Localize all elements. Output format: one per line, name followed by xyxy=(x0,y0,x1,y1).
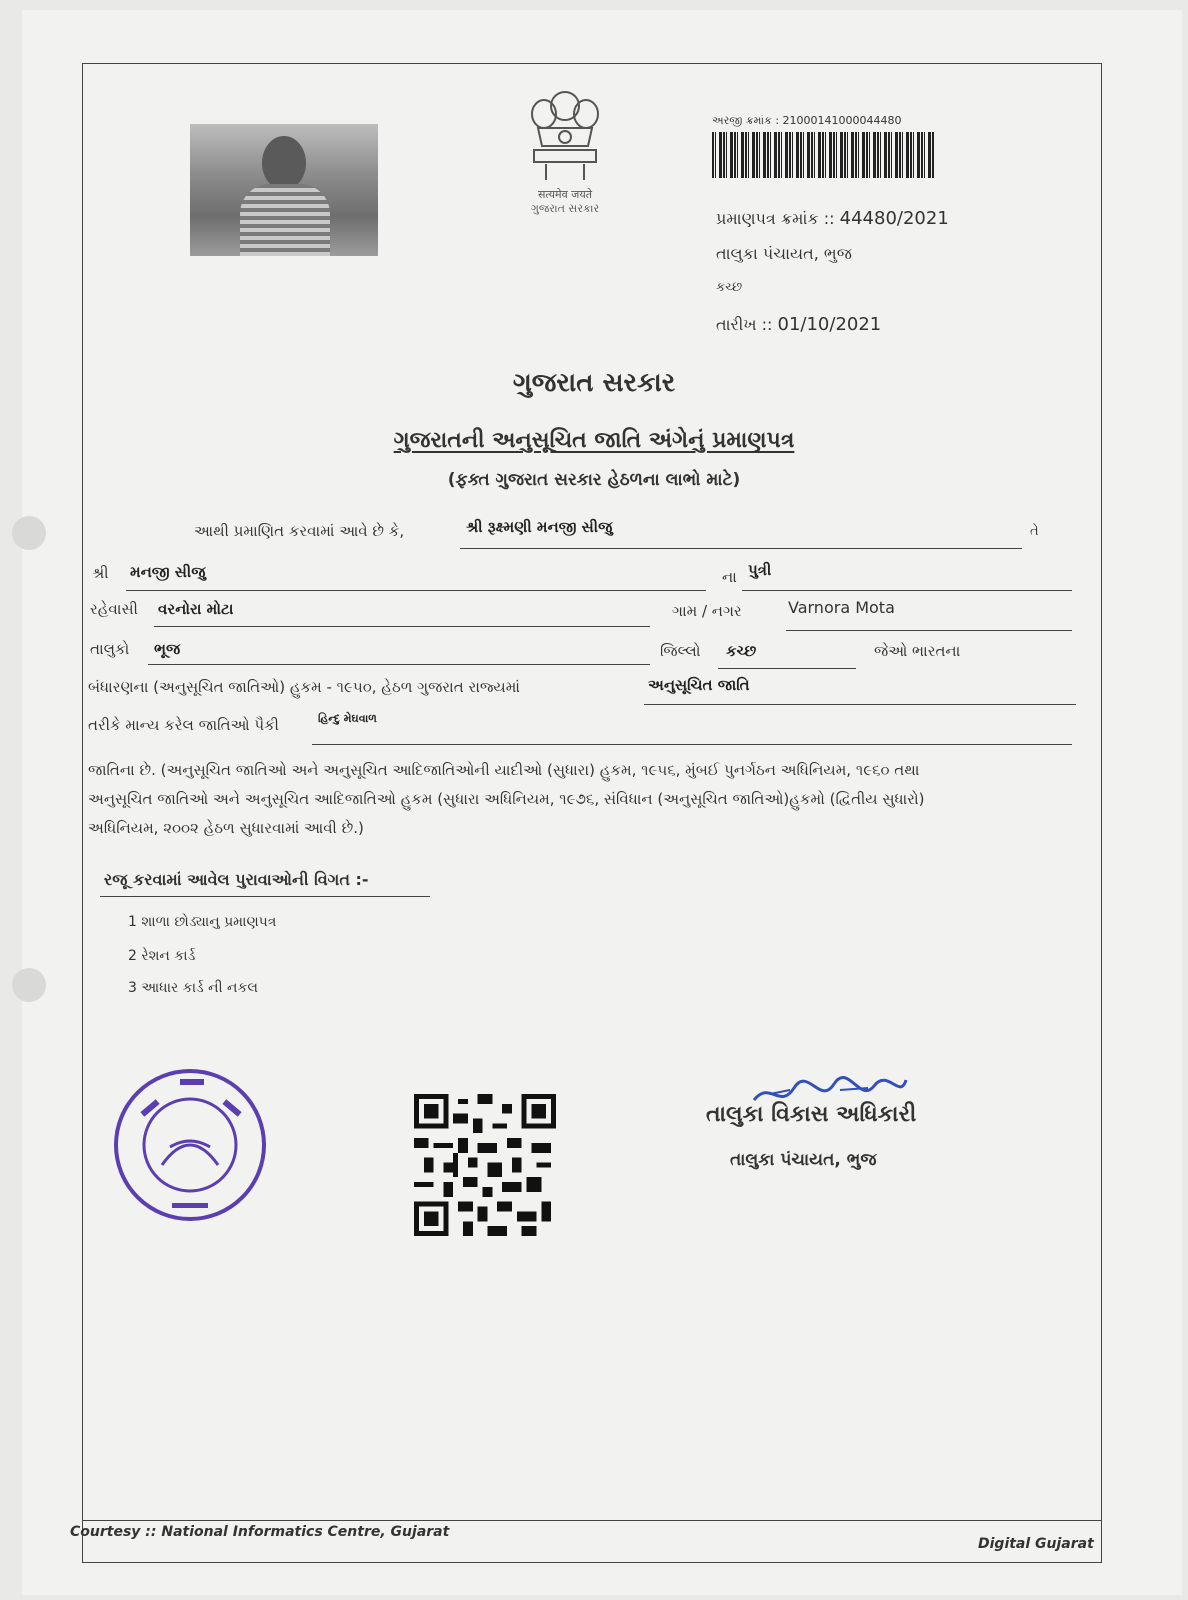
te-text: તે xyxy=(1030,524,1039,539)
national-emblem-icon xyxy=(520,84,610,184)
india-text: જેઓ ભારતના xyxy=(874,642,961,660)
application-number: અરજી ક્રમાંક : 21000141000044480 xyxy=(712,114,902,127)
proofs-heading: રજૂ કરવામાં આવેલ પુરાવાઓની વિગત :- xyxy=(104,870,369,889)
certify-text: આથી પ્રમાણિત કરવામાં આવે છે કે, xyxy=(194,522,405,540)
resident-label: રહેવાસી xyxy=(90,600,138,618)
village-english: Varnora Mota xyxy=(788,598,895,617)
relation: પુત્રી xyxy=(748,561,772,579)
proof-item: 3 આધાર કાર્ડ ની નકલ xyxy=(128,980,258,996)
recognized-text: તરીકે માન્ય કરેલ જાતિઓ પૈકી xyxy=(88,716,279,734)
underline xyxy=(460,548,1022,549)
caste: હિન્દુ મેઘવાળ xyxy=(318,712,377,725)
shri-label: શ્રી xyxy=(92,564,109,582)
na-text: ના xyxy=(722,568,737,586)
issuing-office: તાલુકા પંચાયત, ભુજ xyxy=(716,244,852,263)
category: અનુસૂચિત જાતિ xyxy=(648,676,750,694)
underline xyxy=(154,626,650,627)
panchayat-seal xyxy=(110,1065,270,1225)
issuing-district: કચ્છ xyxy=(716,280,743,295)
underline xyxy=(126,590,706,591)
village-label: ગામ / નગર xyxy=(672,602,742,620)
order-text: બંધારણના (અનુસૂચિત જાતિઓ) હુકમ - ૧૯૫૦, હેઠળ ગુજરાત રાજ્યમાં xyxy=(88,678,520,696)
underline xyxy=(718,668,856,669)
footer-brand: Digital Gujarat xyxy=(978,1536,1094,1552)
government-title: ગુજરાત સરકાર xyxy=(512,368,676,398)
applicant-photo xyxy=(190,124,378,256)
underline xyxy=(148,664,650,665)
village-gujarati: વરનોરા મોટા xyxy=(158,600,234,618)
underline xyxy=(100,896,430,897)
person-name: શ્રી રૂક્ષ્મણી મનજી સીજુ xyxy=(466,518,613,536)
proof-item: 2 રેશન કાર્ડ xyxy=(128,948,196,964)
certificate-title: ગુજરાતની અનુસૂચિત જાતિ અંગેનું પ્રમાણપત્ર xyxy=(393,428,795,453)
taluka-label: તાલુકો xyxy=(90,640,130,658)
qr-code xyxy=(414,1094,556,1236)
punch-hole xyxy=(12,516,46,550)
signatory-title: તાલુકા વિકાસ અધિકારી xyxy=(706,1102,917,1127)
footer-divider xyxy=(82,1520,1102,1521)
legal-paragraph: જાતિના છે. (અનુસૂચિત જાતિઓ અને અનુસૂચિત આદિજાતિઓની યાદીઓ (સુધારા) હુકમ, ૧૯૫૬, મુંબઈ પુનર્ગઠન અધિનિયમ, ૧૯૬૦ તથા અનુસૂચિત જાતિઓ અને અનુસૂચિત આદિજાતિઓ હુકમ (સુધારા અધિનિયમ, ૧૯૭૬, સંવિધાન (અનુસૂચિત જાતિઓ)હુકમો (દ્વિતીય સુધારો) અધિનિયમ, ૨૦૦૨ હેઠળ સુધારવામાં આવી છે.) xyxy=(88,761,925,837)
district-value: કચ્છ xyxy=(726,642,757,660)
underline xyxy=(786,630,1072,631)
signatory-office: તાલુકા પંચાયત, ભુજ xyxy=(730,1150,877,1170)
emblem-caption: सत्यमेव जयते ગુજરાત સરકાર xyxy=(530,188,600,215)
district-label: જિલ્લો xyxy=(660,642,701,660)
proof-item: 1 શાળા છોડ્યાનુ પ્રમાણપત્ર xyxy=(128,914,277,930)
taluka-value: ભૂજ xyxy=(154,640,181,658)
issue-date: તારીખ :: 01/10/2021 xyxy=(716,314,882,335)
footer-courtesy: Courtesy :: National Informatics Centre, Gujarat xyxy=(70,1524,450,1540)
underline xyxy=(312,744,1072,745)
underline xyxy=(644,704,1076,705)
father-name: મનજી સીજુ xyxy=(130,563,206,581)
underline xyxy=(742,590,1072,591)
punch-hole xyxy=(12,968,46,1002)
barcode xyxy=(712,132,934,178)
certificate-purpose: (ફક્ત ગુજરાત સરકાર હેઠળના લાભો માટે) xyxy=(447,470,741,490)
certificate-number: પ્રમાણપત્ર ક્રમાંક :: 44480/2021 xyxy=(716,208,949,229)
